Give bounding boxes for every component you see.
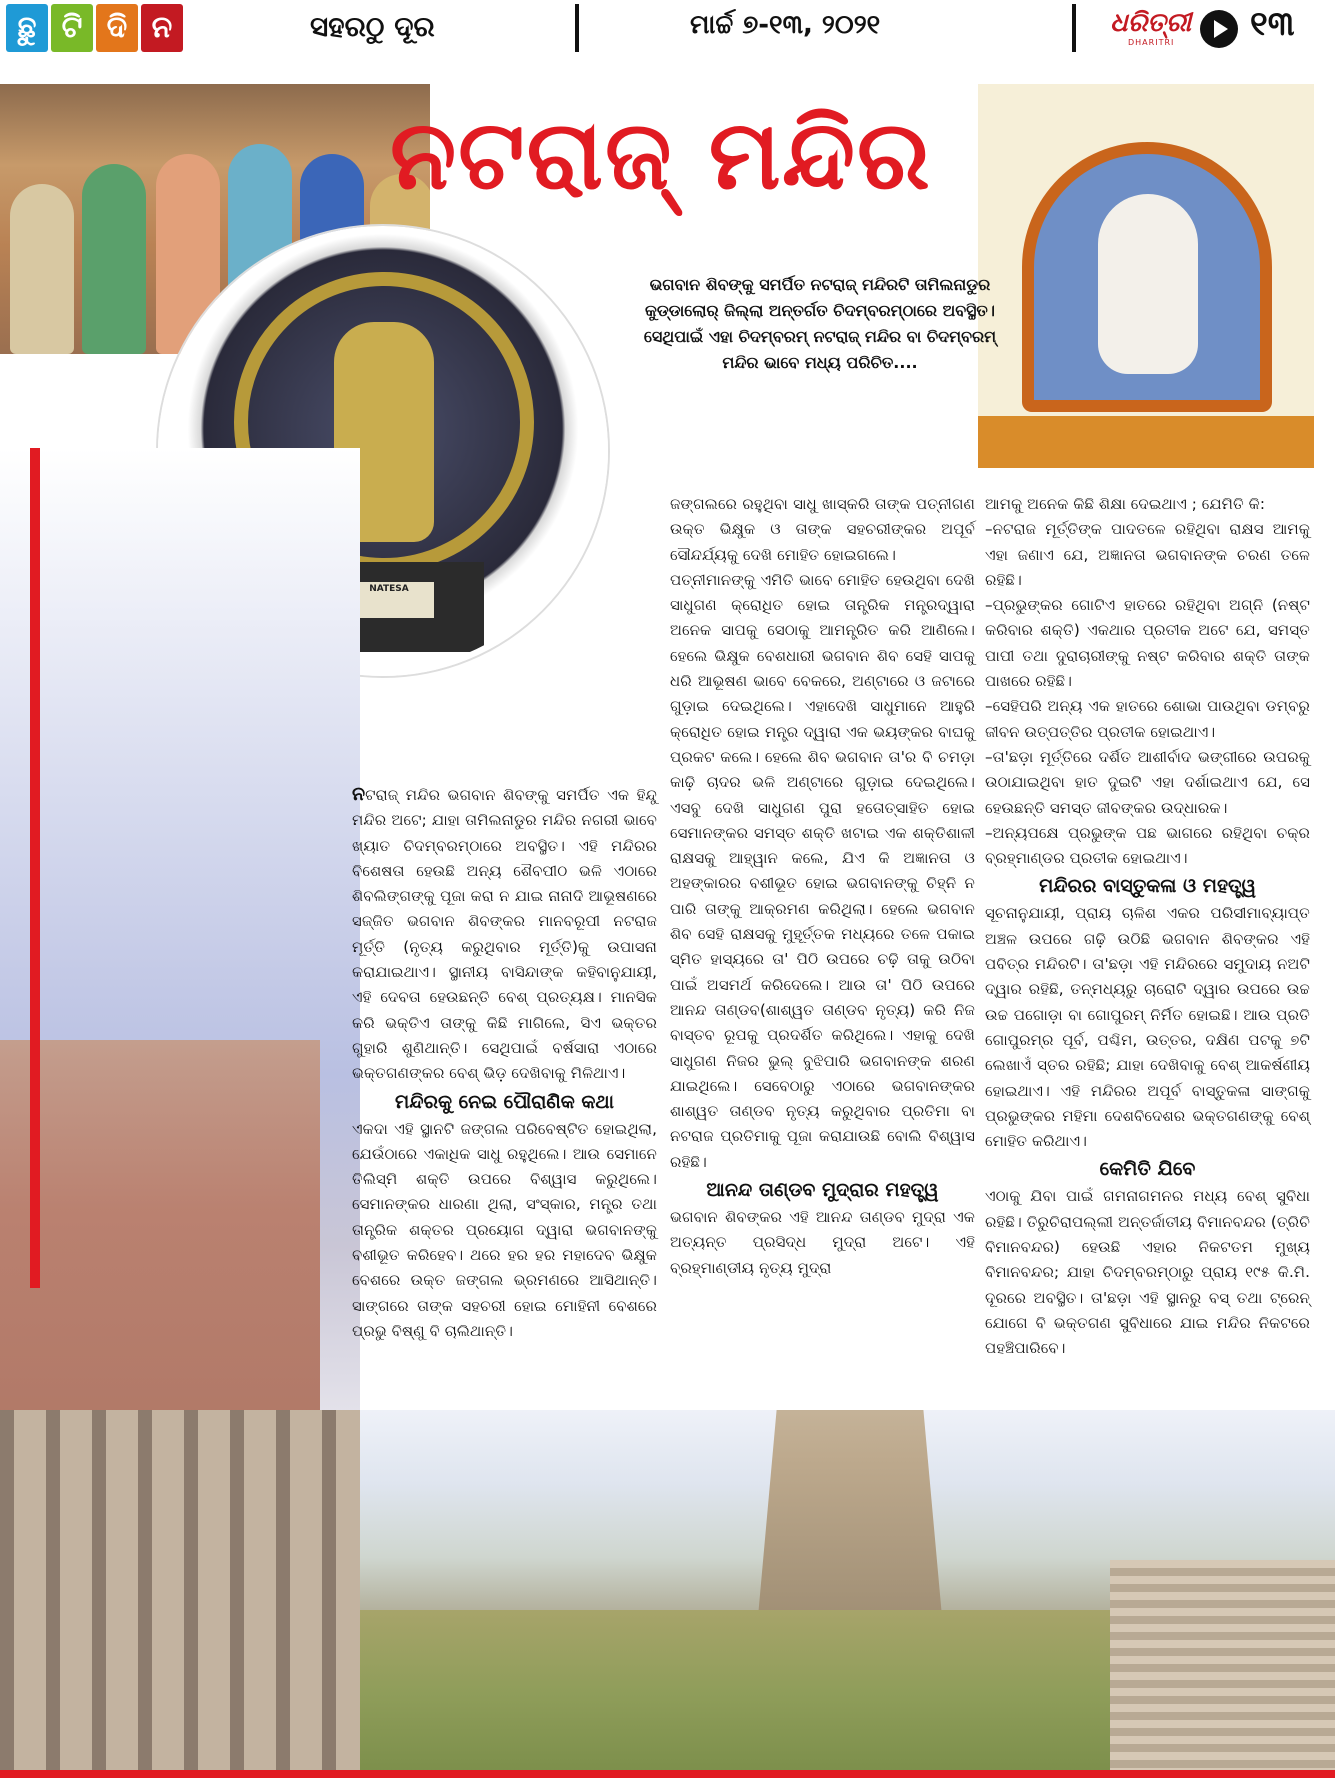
article-intro: ଭଗବାନ ଶିବଙ୍କୁ ସମର୍ପିତ ନଟରାଜ୍ ମନ୍ଦିରଟି ତାମିଲନାଡୁର କୁଡ୍ଡାଲୋର୍ ଜିଲ୍ଲା ଅନ୍ତର୍ଗତ ଚିଦମ୍ବରମ୍‌ଠାରେ ଅବସ୍ଥିତ। ସେଥିପାଇଁ ଏହା ଚିଦମ୍ବରମ୍ ନଟରାଜ୍ ମନ୍ଦିର ବା ଚିଦମ୍ବରମ୍ ମନ୍ଦିର ଭାବେ ମଧ୍ୟ ପରିଚିତ.... [643, 275, 997, 372]
sculpture-figure [10, 184, 74, 354]
brand-letter-4: ନ [141, 4, 183, 52]
article-paragraph: ସୂଚନାନୁଯାୟୀ, ପ୍ରାୟ ଚାଳିଶ ଏକର ପରିସୀମାବ୍ୟାପ୍ତ ଅଞ୍ଚଳ ଉପରେ ଗଢ଼ି ଉଠିଛି ଭଗବାନ ଶିବଙ୍କର ଏହି ପବିତ୍ର ମନ୍ଦିରଟି। ତା'ଛଡ଼ା ଏହି ମନ୍ଦିରରେ ସମୁଦାୟ ନଅଟି ଦ୍ୱାର ରହିଛି, ତନ୍ମଧ୍ୟରୁ ଚାରୋଟି ଦ୍ୱାର ଉପରେ ଉଚ୍ଚ ଉଚ୍ଚ ପଗୋଡ଼ା ବା ଗୋପୁରମ୍ ନିର୍ମିତ ହୋଇଛି। ଆଉ ପ୍ରତି ଗୋପୁରମ୍‌ର ପୂର୍ବ, ପଶ୍ଚିମ, ଉତ୍ତର, ଦକ୍ଷିଣ ପଟକୁ ୭ଟି ଲେଖାଏଁ ସ୍ତର ରହିଛି; ଯାହା ଦେଖିବାକୁ ବେଶ୍ ଆକର୍ଷଣୀୟ ହୋଇଥାଏ। ଏହି ମନ୍ଦିରର ଅପୂର୍ବ ବାସ୍ତୁକଳା ସାଙ୍ଗକୁ ପ୍ରଭୁଙ୍କର ମହିମା ଦେଶବିଦେଶର ଭକ୍ତଗଣଙ୍କୁ ବେଶ୍ ମୋହିତ କରିଥାଏ। [985, 904, 1310, 1151]
article-column-1 [352, 782, 657, 1344]
temple-complex-photo [0, 1410, 1335, 1778]
brand-letter-3: ଦି [96, 4, 138, 52]
article-paragraph: ଆମକୁ ଅନେକ କିଛି ଶିକ୍ଷା ଦେଇଥାଏ ; ଯେମିତି କି: [985, 495, 1265, 513]
article-column-3 [985, 492, 1310, 1362]
article-paragraph: –ପ୍ରଭୁଙ୍କର ଗୋଟିଏ ହାତରେ ରହିଥିବା ଅଗ୍ନି (ନଷ୍ଟ କରିବାର ଶକ୍ତି) ଏକଥାର ପ୍ରତୀକ ଅଟେ ଯେ, ସମସ୍ତ ପାପୀ ତଥା ଦୁରାଚାରୀଙ୍କୁ ନଷ୍ଟ କରିବାର ଶକ୍ତି ତାଙ୍କ ପାଖରେ ରହିଛି। [985, 596, 1310, 691]
temple-corridor [0, 1410, 360, 1778]
temple-tank [360, 1610, 1220, 1778]
nataraja-painting [978, 84, 1314, 468]
page-header [0, 0, 1335, 58]
drop-cap: ନ [352, 783, 366, 805]
tank-steps [1110, 1560, 1335, 1778]
section-brand-logo [6, 4, 183, 52]
play-icon [1200, 10, 1238, 48]
newspaper-logo: ଧରିତ୍ରୀ [1110, 8, 1192, 38]
newspaper-logo-sub: DHARITRI [1128, 38, 1175, 47]
article-paragraph: –ଅନ୍ୟପକ୍ଷେ ପ୍ରଭୁଙ୍କ ପଛ ଭାଗରେ ରହିଥିବା ଚକ୍ର ବ୍ରହ୍ମାଣ୍ଡର ପ୍ରତୀକ ହୋଇଥାଏ। [985, 823, 1310, 868]
article-paragraph: ପତ୍ନୀମାନଙ୍କୁ ଏମିତି ଭାବେ ମୋହିତ ହେଉଥିବା ଦେଖି ସାଧୁଗଣ କ୍ରୋଧିତ ହୋଇ ତାନ୍ତ୍ରିକ ମନ୍ତ୍ରଦ୍ୱାରା ଅନେକ ସାପକୁ ସେଠାକୁ ଆମନ୍ତ୍ରିତ କରି ଆଣିଲେ। ହେଲେ ଭିକ୍ଷୁକ ବେଶଧାରୀ ଭଗବାନ ଶିବ ସେହି ସାପକୁ ଧରି ଆଭୂଷଣ ଭାବେ ବେକରେ, ଅଣ୍ଟାରେ ଓ ଜଟାରେ ଗୁଡ଼ାଇ ଦେଇଥିଲେ। ଏହାଦେଖି ସାଧୁମାନେ ଆହୁରି କ୍ରୋଧିତ ହୋଇ ମନ୍ତ୍ର ଦ୍ୱାରା ଏକ ଭୟଙ୍କର ବାଘକୁ ପ୍ରକଟ କଲେ। ହେଲେ ଶିବ ଭଗବାନ ତା'ର ବି ଚମଡ଼ା କାଢ଼ି ଚାଦର ଭଳି ଅଣ୍ଟାରେ ଗୁଡ଼ାଇ ଦେଇଥିଲେ। ଏସବୁ ଦେଖି ସାଧୁଗଣ ପୁରା ହତୋତ୍ସାହିତ ହୋଇ ସେମାନଙ୍କର ସମସ୍ତ ଶକ୍ତି ଖଟାଇ ଏକ ଶକ୍ତିଶାଳୀ ରାକ୍ଷସକୁ ଆହ୍ୱାନ କଲେ, ଯିଏ କି ଅଜ୍ଞାନତା ଓ ଅହଙ୍କାରର ବଶୀଭୂତ ହୋଇ ଭଗବାନଙ୍କୁ ଚିହ୍ନି ନ ପାରି ତାଙ୍କୁ ଆକ୍ରମଣ କରିଥିଲା। ହେଲେ ଭଗବାନ ଶିବ ସେହି ରାକ୍ଷସକୁ ମୁହୂର୍ତ୍ତକ ମଧ୍ୟରେ ତଳେ ପକାଇ ସ୍ମିତ ହାସ୍ୟରେ ତା' ପିଠି ଉପରେ ଚଢ଼ି ତାକୁ ଉଠିବା ପାଇଁ ଅସମର୍ଥ କରିଦେଲେ। ଆଉ ତା' ପିଠି ଉପରେ ଆନନ୍ଦ ତାଣ୍ଡବ(ଶାଶ୍ୱତ ତାଣ୍ଡବ ନୃତ୍ୟ) କରି ନିଜ ବାସ୍ତବ ରୂପକୁ ପ୍ରଦର୍ଶିତ କରିଥିଲେ। ଏହାକୁ ଦେଖି ସାଧୁଗଣ ନିଜର ଭୁଲ୍ ବୁଝିପାରି ଭଗବାନଙ୍କ ଶରଣ ଯାଇଥିଲେ। ସେବେଠାରୁ ଏଠାରେ ଭଗବାନଙ୍କର ଶାଶ୍ୱତ ତାଣ୍ଡବ ନୃତ୍ୟ କରୁଥିବାର ପ୍ରତିମା ବା ନଟରାଜ ପ୍ରତିମାକୁ ପୂଜା କରାଯାଉଛି ବୋଲି ବିଶ୍ୱାସ ରହିଛି। [670, 570, 975, 1171]
page-footer-bar [0, 1770, 1335, 1778]
page-number: ୧୩ [1250, 4, 1295, 44]
issue-date: ମାର୍ଚ୍ଚ ୭-୧୩, ୨୦୨୧ [690, 10, 881, 40]
idol-plaque-text: NATESA [369, 584, 409, 594]
article-paragraph: ଏଠାକୁ ଯିବା ପାଇଁ ଗମନାଗମନର ମଧ୍ୟ ବେଶ୍ ସୁବିଧା ରହିଛି। ତିରୁଚିରାପଲ୍ଲୀ ଅନ୍ତର୍ଜାତୀୟ ବିମାନବନ୍ଦର (ତ୍ରିଚି ବିମାନବନ୍ଦର) ହେଉଛି ଏହାର ନିକଟତମ ମୁଖ୍ୟ ବିମାନବନ୍ଦର; ଯାହା ଚିଦମ୍ବରମ୍‌ଠାରୁ ପ୍ରାୟ ୧୯୫ କି.ମି. ଦୂରରେ ଅବସ୍ଥିତ। ତା'ଛଡ଼ା ଏହି ସ୍ଥାନରୁ ବସ୍ ତଥା ଟ୍ରେନ୍ ଯୋଗେ ବି ଭକ୍ତଗଣ ସୁବିଧାରେ ଯାଇ ମନ୍ଦିର ନିକଟରେ ପହଞ୍ଚିପାରିବେ। [985, 1187, 1310, 1358]
article-paragraph [352, 782, 657, 1087]
accent-bar [30, 448, 40, 1288]
article-paragraph: –ନଟରାଜ ମୂର୍ତ୍ତିଙ୍କ ପାଦତଳେ ରହିଥିବା ରାକ୍ଷସ ଆମକୁ ଏହା ଜଣାଏ ଯେ, ଅଜ୍ଞାନତା ଭଗବାନଙ୍କ ଚରଣ ତଳେ ରହିଛି। [985, 520, 1310, 589]
brand-letter-1: ଛୁ [6, 4, 48, 52]
article-paragraph: –ସେହିପରି ଅନ୍ୟ ଏକ ହାତରେ ଶୋଭା ପାଉଥିବା ଡମ୍ବରୁ ଜୀବନ ଉତ୍ପତ୍ତିର ପ୍ରତୀକ ହୋଇଥାଏ। [985, 697, 1310, 741]
sculpture-figure [82, 164, 146, 354]
painting-base [978, 416, 1314, 468]
section-name: ସହରଠୁ ଦୂର [310, 10, 435, 43]
article-text: ଟରାଜ୍ ମନ୍ଦିର ଭଗବାନ ଶିବଙ୍କୁ ସମର୍ପିତ ଏକ ହିନ୍ଦୁ ମନ୍ଦିର ଅଟେ; ଯାହା ତାମିଲନାଡୁର ମନ୍ଦିର ନଗରୀ ଭାବେ ଖ୍ୟାତ ଚିଦମ୍ବରମ୍‌ଠାରେ ଅବସ୍ଥିତ। ଏହି ମନ୍ଦିରର ବିଶେଷତା ହେଉଛି ଅନ୍ୟ ଶୈବପୀଠ ଭଳି ଏଠାରେ ଶିବଲିଙ୍ଗଙ୍କୁ ପୂଜା କରା ନ ଯାଇ ନାନାଦି ଆଭୂଷଣରେ ସଜ୍ଜିତ ଭଗବାନ ଶିବଙ୍କର ମାନବରୂପୀ ନଟରାଜ ମୂର୍ତ୍ତି (ନୃତ୍ୟ କରୁଥିବାର ମୂର୍ତ୍ତି)କୁ ଉପାସନା କରାଯାଇଥାଏ। ସ୍ଥାନୀୟ ବାସିନ୍ଦାଙ୍କ କହିବାନୁଯାୟୀ, ଏହି ଦେବତା ହେଉଛନ୍ତି ବେଶ୍ ପ୍ରତ୍ୟକ୍ଷ। ମାନସିକ କରି ଭକ୍ତିଏ ତାଙ୍କୁ କିଛି ମାଗିଲେ, ସିଏ ଭକ୍ତର ଗୁହାରି ଶୁଣିଥାନ୍ତି। ସେଥିପାଇଁ ବର୍ଷସାରା ଏଠାରେ ଭକ୍ତଗଣଙ୍କର ବେଶ୍ ଭିଡ଼ ଦେଖିବାକୁ ମିଳିଥାଏ। [352, 786, 657, 1083]
article-paragraph: ଏକଦା ଏହି ସ୍ଥାନଟି ଜଙ୍ଗଲ ପରିବେଷ୍ଟିତ ହୋଇଥିଲା, ଯେଉଁଠାରେ ଏକାଧିକ ସାଧୁ ରହୁଥିଲେ। ଆଉ ସେମାନେ ତିଲିସ୍ମି ଶକ୍ତି ଉପରେ ବିଶ୍ୱାସ କରୁଥିଲେ। ସେମାନଙ୍କର ଧାରଣା ଥିଲା, ସଂସ୍କାର, ମନ୍ତ୍ର ତଥା ତାନ୍ତ୍ରିକ ଶକ୍ତର ପ୍ରୟୋଗ ଦ୍ୱାରା ଭଗବାନଙ୍କୁ ବଶୀଭୂତ କରିହେବ। ଥରେ ହର ହର ମହାଦେବ ଭିକ୍ଷୁକ ବେଶରେ ଉକ୍ତ ଜଙ୍ଗଲ ଭ୍ରମଣରେ ଆସିଥାନ୍ତି। ସାଙ୍ଗରେ ତାଙ୍କ ସହଚରୀ ହୋଇ ମୋହିନୀ ବେଶରେ ପ୍ରଭୁ ବିଷ୍ଣୁ ବି ଚାଲିଥାନ୍ତି। [352, 1119, 657, 1340]
subheading: ମନ୍ଦିରକୁ ନେଇ ପୌରାଣିକ କଥା [395, 1090, 614, 1113]
temple-wall-photo [0, 1040, 320, 1460]
subheading: ମନ୍ଦିରର ବାସ୍ତୁକଳା ଓ ମହତ୍ତ୍ୱ [1039, 875, 1256, 898]
article-column-2 [670, 492, 975, 1281]
painting-dancer [1098, 194, 1198, 374]
article-paragraph: ଭଗବାନ ଶିବଙ୍କର ଏହି ଆନନ୍ଦ ତାଣ୍ଡବ ମୁଦ୍ରା ଏକ ଅତ୍ୟନ୍ତ ପ୍ରସିଦ୍ଧ ମୁଦ୍ରା ଅଟେ। ଏହି ବ୍ରହ୍ମାଣ୍ଡୀୟ ନୃତ୍ୟ ମୁଦ୍ରା [670, 1208, 975, 1277]
header-divider-1 [575, 4, 579, 52]
article-paragraph: –ତା'ଛଡ଼ା ମୂର୍ତ୍ତିରେ ଦର୍ଶିତ ଆଶୀର୍ବାଦ ଭଙ୍ଗୀରେ ଉପରକୁ ଉଠାଯାଇଥିବା ହାତ ଦୁଇଟି ଏହା ଦର୍ଶାଇଥାଏ ଯେ, ସେ ହେଉଛନ୍ତି ସମସ୍ତ ଜୀବଙ୍କର ଉଦ୍ଧାରକ। [985, 747, 1310, 817]
header-divider-2 [1072, 4, 1076, 52]
article-paragraph: ଜଙ୍ଗଲରେ ରହୁଥିବା ସାଧୁ ଖାସ୍‌କରି ତାଙ୍କ ପତ୍ନୀଗଣ ଉକ୍ତ ଭିକ୍ଷୁକ ଓ ତାଙ୍କ ସହଚରୀଙ୍କର ଅପୂର୍ବ ସୌନ୍ଦର୍ଯ୍ୟକୁ ଦେଖି ମୋହିତ ହୋଇଗଲେ। [670, 495, 975, 564]
brand-letter-2: ଟି [51, 4, 93, 52]
subheading: ଆନନ୍ଦ ତାଣ୍ଡବ ମୁଦ୍ରାର ମହତ୍ତ୍ୱ [706, 1179, 939, 1202]
article-title: ନଟରାଜ୍ ମନ୍ଦିର [390, 99, 932, 211]
subheading: କେମିତି ଯିବେ [1099, 1158, 1196, 1181]
